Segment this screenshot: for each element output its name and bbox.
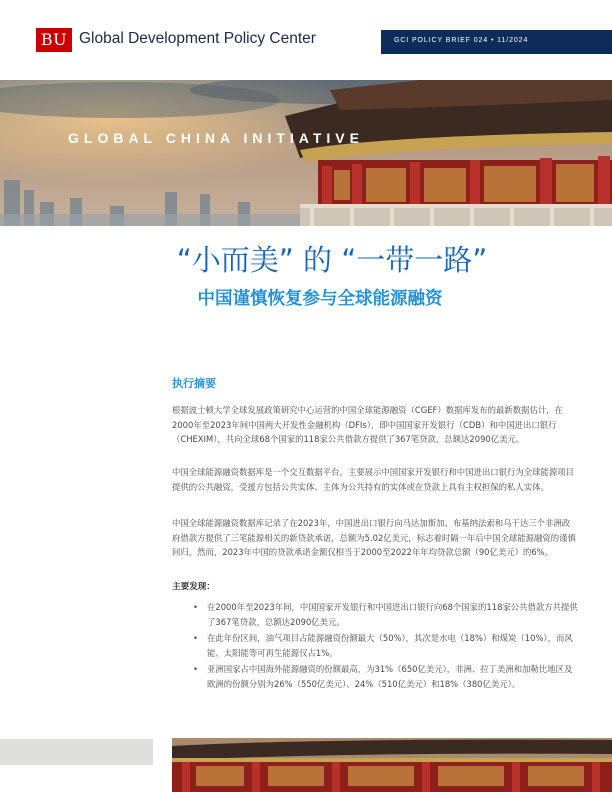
section-heading: 执行摘要 bbox=[172, 377, 216, 390]
brief-bar bbox=[381, 30, 612, 54]
initiative-label: GLOBAL CHINA INITIATIVE bbox=[68, 130, 364, 146]
hero-illustration bbox=[0, 80, 612, 226]
page-header bbox=[0, 0, 612, 80]
finding-item: • 在此年份区间，油气项目占能源融资份额最大（50%），其次是水电（18%）和煤炭（10%），而风能、太阳能等可再生能源仅占1%。 bbox=[193, 631, 579, 660]
summary-paragraph: 中国全球能源融资数据库是一个交互数据平台，主要展示中国国家开发银行和中国进出口银行为全球能源项目提供的公共融资，受援方包括公共实体、主体为公共持有的实体或在贷款上具有主权担保的私人实体。 bbox=[172, 467, 574, 492]
footer-image bbox=[172, 738, 612, 792]
findings-list bbox=[193, 600, 579, 693]
page-title: “小而美” 的 “一带一路” bbox=[176, 243, 488, 277]
finding-item: • 亚洲国家占中国海外能源融资的份额最高，为31%（650亿美元），非洲、拉丁美洲和加勒比地区及欧洲的份额分别为26%（550亿美元）、24%（510亿美元）和18%（380亿美元）。 bbox=[193, 662, 579, 691]
page-subtitle: 中国谨慎恢复参与全球能源融资 bbox=[197, 289, 443, 309]
summary-paragraph: 根据波士顿大学全球发展政策研究中心运营的中国全球能源融资（CGEF）数据库发布的最新数据估计，在2000年至2023年间中国两大开发性金融机构（DFIs），即中国国家开发银行（CDB）和中国进出口银行（CHEXIM），共向全球68个国家的118家公共借款方提供了367笔贷款，总额达2090亿美元。 bbox=[172, 405, 563, 444]
hero-image bbox=[0, 80, 612, 226]
footer-gray-block bbox=[0, 739, 153, 765]
findings-heading: 主要发现： bbox=[172, 582, 215, 592]
center-name: Global Development Policy Center bbox=[79, 30, 316, 47]
brief-label: GCI POLICY BRIEF 024 • 11/2024 bbox=[394, 37, 529, 44]
summary-paragraph: 中国全球能源融资数据库记录了在2023年，中国进出口银行向马达加斯加、布基纳法索和乌干达三个非洲政府借款方提供了三笔能源相关的新贷款承诺，总额为5.02亿美元，标志着时隔一年后中国全球能源融资的谨慎回归。然而，2023年中国的贷款承诺金额仅相当于2000至2022年年均贷款总额（90亿美元）的6%。 bbox=[172, 518, 576, 557]
footer-illustration bbox=[172, 738, 612, 792]
finding-item: • 在2000年至2023年间，中国国家开发银行和中国进出口银行向68个国家的118家公共借款方共提供了367笔贷款，总额达2090亿美元。 bbox=[193, 600, 579, 629]
bu-logo[interactable]: BU bbox=[36, 28, 72, 52]
